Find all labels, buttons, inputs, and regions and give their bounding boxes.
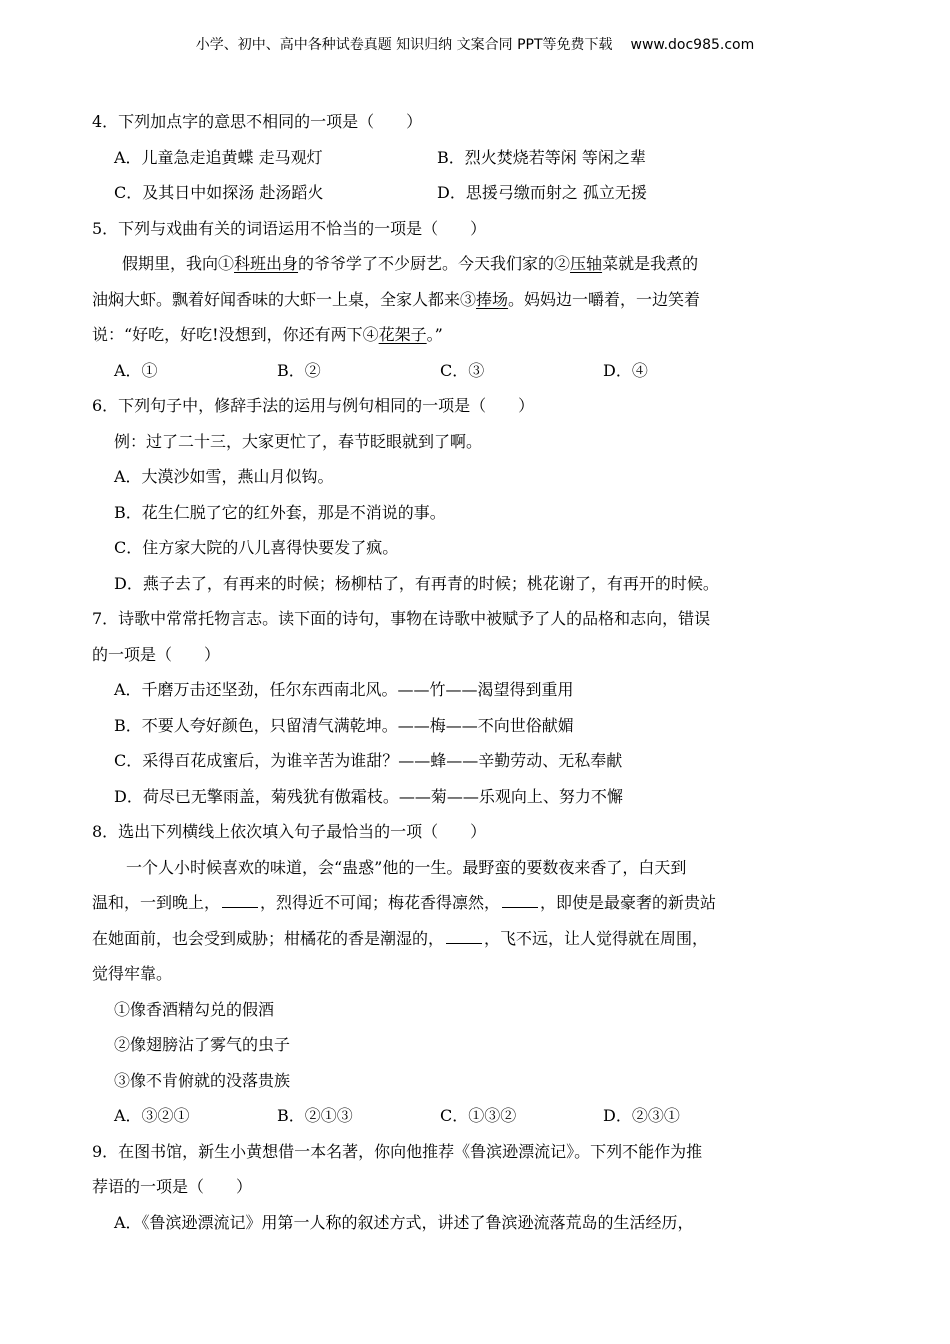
q4-option-a: A．儿童急走追黄蝶 走马观灯 <box>114 147 323 167</box>
q8-item-2: ②像翅膀沾了雾气的虫子 <box>114 1035 291 1054</box>
q8-blank-1 <box>222 893 258 908</box>
q5-word-3: 捧场 <box>476 289 509 309</box>
q8-option-a: A．③②① <box>114 1106 190 1125</box>
page-header <box>0 34 950 54</box>
q8-item-3: ③像不肯俯就的没落贵族 <box>114 1070 291 1090</box>
q7-stem-line2: 的一项是（ ） <box>92 644 221 664</box>
q8-option-c: C．①③② <box>440 1106 517 1125</box>
q4-options-cd <box>92 175 882 211</box>
q8-text: ，飞不远，让人觉得就在周围， <box>484 928 709 948</box>
q8-stem: 8．选出下列横线上依次填入句子最恰当的一项（ ） <box>92 822 487 841</box>
q8-blank-2 <box>502 893 538 908</box>
q4-option-c: C．及其日中如探汤 赴汤蹈火 <box>114 183 324 202</box>
q5-text: 油焖大虾。飘着好闻香味的大虾一上桌，全家人都来③ <box>92 289 477 309</box>
q5-word-1: 科班出身 <box>234 254 299 273</box>
q9-stem-line1: 9．在图书馆，新生小黄想借一本名著，你向他推荐《鲁滨逊漂流记》。下列不能作为推 <box>92 1141 703 1161</box>
q5-text: 说：“好吃，好吃!没想到，你还有两下④ <box>92 325 379 344</box>
q5-word-2: 压轴 <box>570 254 603 273</box>
q8-passage-line4: 觉得牢靠。 <box>92 964 173 983</box>
q6-option-d: D．燕子去了，有再来的时候；杨柳枯了，有再青的时候；桃花谢了，有再开的时候。 <box>114 573 719 593</box>
q7-option-d: D．荷尽已无擎雨盖，菊残犹有傲霜枝。——菊——乐观向上、努力不懈 <box>114 786 623 806</box>
q5-option-c: C．③ <box>440 360 485 380</box>
q5-text: 。妈妈边一嚼着，一边笑着 <box>508 289 701 309</box>
q6-example: 例：过了二十三，大家更忙了，春节眨眼就到了啊。 <box>114 431 483 451</box>
q5-text: 的爷爷学了不少厨艺。今天我们家的② <box>298 254 571 273</box>
q6-option-b: B．花生仁脱了它的红外套，那是不消说的事。 <box>114 502 446 522</box>
q4-stem: 4．下列加点字的意思不相同的一项是（ ） <box>92 112 423 131</box>
q9-option-a: A．《鲁滨逊漂流记》用第一人称的叙述方式，讲述了鲁滨逊流落荒岛的生活经历， <box>114 1212 694 1232</box>
q8-passage-line3 <box>92 921 882 957</box>
q8-blank-3 <box>446 929 482 944</box>
q8-option-d: D．②③① <box>603 1106 680 1125</box>
q7-stem-line1: 7．诗歌中常常托物言志。读下面的诗句，事物在诗歌中被赋予了人的品格和志向，错误 <box>92 609 711 628</box>
q8-text: 温和，一到晚上， <box>92 893 221 912</box>
q8-passage-line2 <box>92 885 882 921</box>
question-content <box>92 104 882 1240</box>
q5-option-a: A．① <box>114 360 158 380</box>
q8-options <box>92 1098 882 1134</box>
q7-option-b: B．不要人夸好颜色，只留清气满乾坤。——梅——不向世俗献媚 <box>114 715 574 735</box>
q8-option-b: B．②①③ <box>277 1106 353 1125</box>
q5-option-d: D．④ <box>603 360 648 380</box>
q5-passage-line3 <box>92 317 882 353</box>
q4-options-ab <box>92 140 882 176</box>
q5-stem: 5．下列与戏曲有关的词语运用不恰当的一项是（ ） <box>92 218 487 238</box>
header-site: www.doc985.com <box>630 37 755 53</box>
q8-text: ，烈得近不可闻；梅花香得凛然， <box>260 893 501 912</box>
q6-stem: 6．下列句子中，修辞手法的运用与例句相同的一项是（ ） <box>92 396 535 415</box>
q8-text: ，即使是最豪奢的新贵站 <box>540 893 717 912</box>
q4-option-d: D．思援弓缴而射之 孤立无援 <box>437 183 647 202</box>
q8-passage-line1: 一个人小时候喜欢的味道，会“蛊惑”他的一生。最野蛮的要数夜来香了，白天到 <box>126 857 687 877</box>
q5-text: 菜就是我煮的 <box>602 254 699 273</box>
q5-word-4: 花架子 <box>378 325 427 344</box>
q6-option-c: C．住方家大院的八儿喜得快要发了疯。 <box>114 538 399 557</box>
header-text: 小学、初中、高中各种试卷真题 知识归纳 文案合同 PPT等免费下载 <box>195 37 613 53</box>
q8-text: 在她面前，也会受到威胁；柑橘花的香是潮湿的， <box>92 928 445 948</box>
q5-text: 。” <box>426 325 443 344</box>
q4-option-b: B．烈火焚烧若等闲 等闲之辈 <box>437 147 646 167</box>
q7-option-c: C．采得百花成蜜后，为谁辛苦为谁甜？——蜂——辛勤劳动、无私奉献 <box>114 751 623 770</box>
q7-option-a: A．千磨万击还坚劲，任尔东西南北风。——竹——渴望得到重用 <box>114 680 574 699</box>
q5-option-b: B．② <box>277 360 321 380</box>
q5-passage-line1 <box>92 246 882 282</box>
q6-option-a: A．大漠沙如雪，燕山月似钩。 <box>114 467 334 486</box>
q5-options <box>92 353 882 389</box>
q9-stem-line2: 荐语的一项是（ ） <box>92 1177 253 1196</box>
q8-item-1: ①像香酒精勾兑的假酒 <box>114 999 275 1019</box>
q5-passage-line2 <box>92 282 882 318</box>
q5-text: 假期里，我向① <box>122 254 235 273</box>
